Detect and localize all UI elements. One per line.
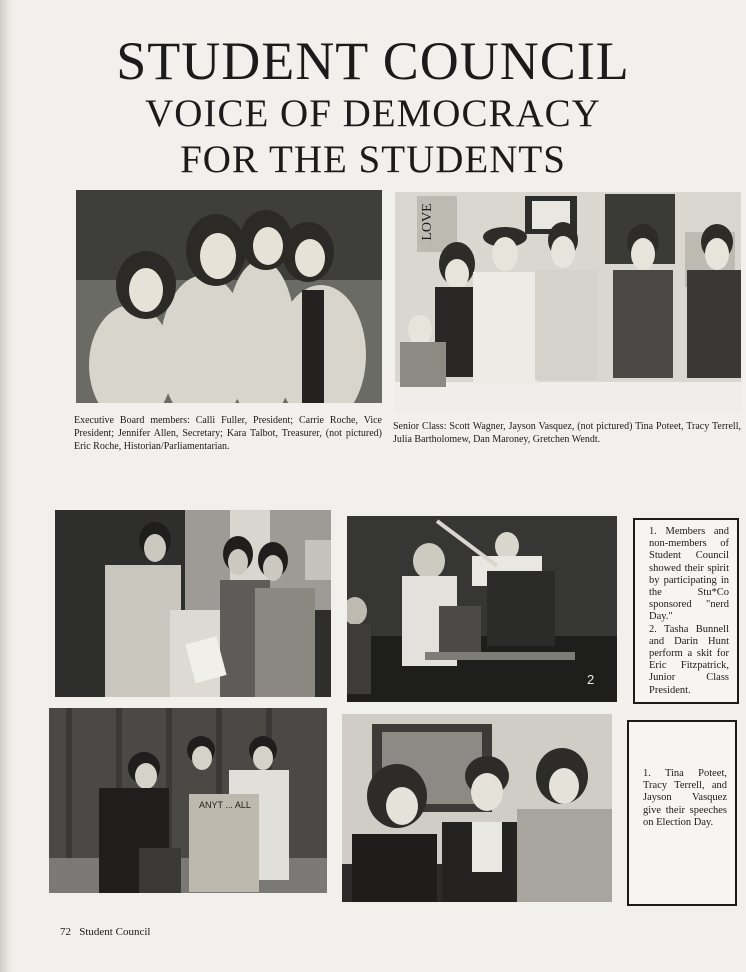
page-subtitle-line2: FOR THE STUDENTS bbox=[180, 138, 566, 181]
photo-executive-board bbox=[76, 190, 382, 403]
photo-three-candidates bbox=[342, 714, 612, 902]
caption-box-2 bbox=[627, 720, 737, 906]
caption-box-1-item-1: 1. Members and non-members of Student Council showed their spirit by participating in the Stu*Co sponsored "nerd Day." bbox=[649, 526, 729, 623]
page-footer bbox=[60, 926, 150, 938]
caption-box-1 bbox=[633, 518, 739, 704]
photo-skit bbox=[347, 516, 617, 702]
page-number: 72 bbox=[60, 926, 71, 938]
page-title: STUDENT COUNCIL bbox=[116, 31, 630, 91]
caption-executive-board: Executive Board members: Calli Fuller, President; Carrie Roche, Vice President; Jennifer Allen, Secretary; Kara Talbot, Treasurer, (not pictured) Eric Roche, Historian/Parliamentarian. bbox=[74, 415, 382, 452]
photo-number-label: 2 bbox=[587, 672, 595, 687]
caption-box-1-item-2: 2. Tasha Bunnell and Darin Hunt perform a skit for Eric Fitzpatrick, Junior Class President. bbox=[649, 623, 729, 696]
photo-senior-class bbox=[395, 192, 741, 412]
photo-nerd-day bbox=[55, 510, 331, 697]
section-name: Student Council bbox=[79, 926, 151, 938]
election-poster-heading: ANYT ... ALL bbox=[199, 800, 251, 810]
photo-election-speeches bbox=[49, 708, 327, 893]
page-subtitle-line1: VOICE OF DEMOCRACY bbox=[145, 92, 601, 135]
caption-box-2-item-1: 1. Tina Poteet, Tracy Terrell, and Jayson Vasquez give their speeches on Election Day. bbox=[643, 768, 727, 828]
senior-poster-text: LOVE bbox=[420, 203, 435, 241]
caption-senior-class: Senior Class: Scott Wagner, Jayson Vasquez, (not pictured) Tina Poteet, Tracy Terrell, Julia Bartholomew, Dan Maroney, Gretchen Wendt. bbox=[393, 421, 741, 445]
